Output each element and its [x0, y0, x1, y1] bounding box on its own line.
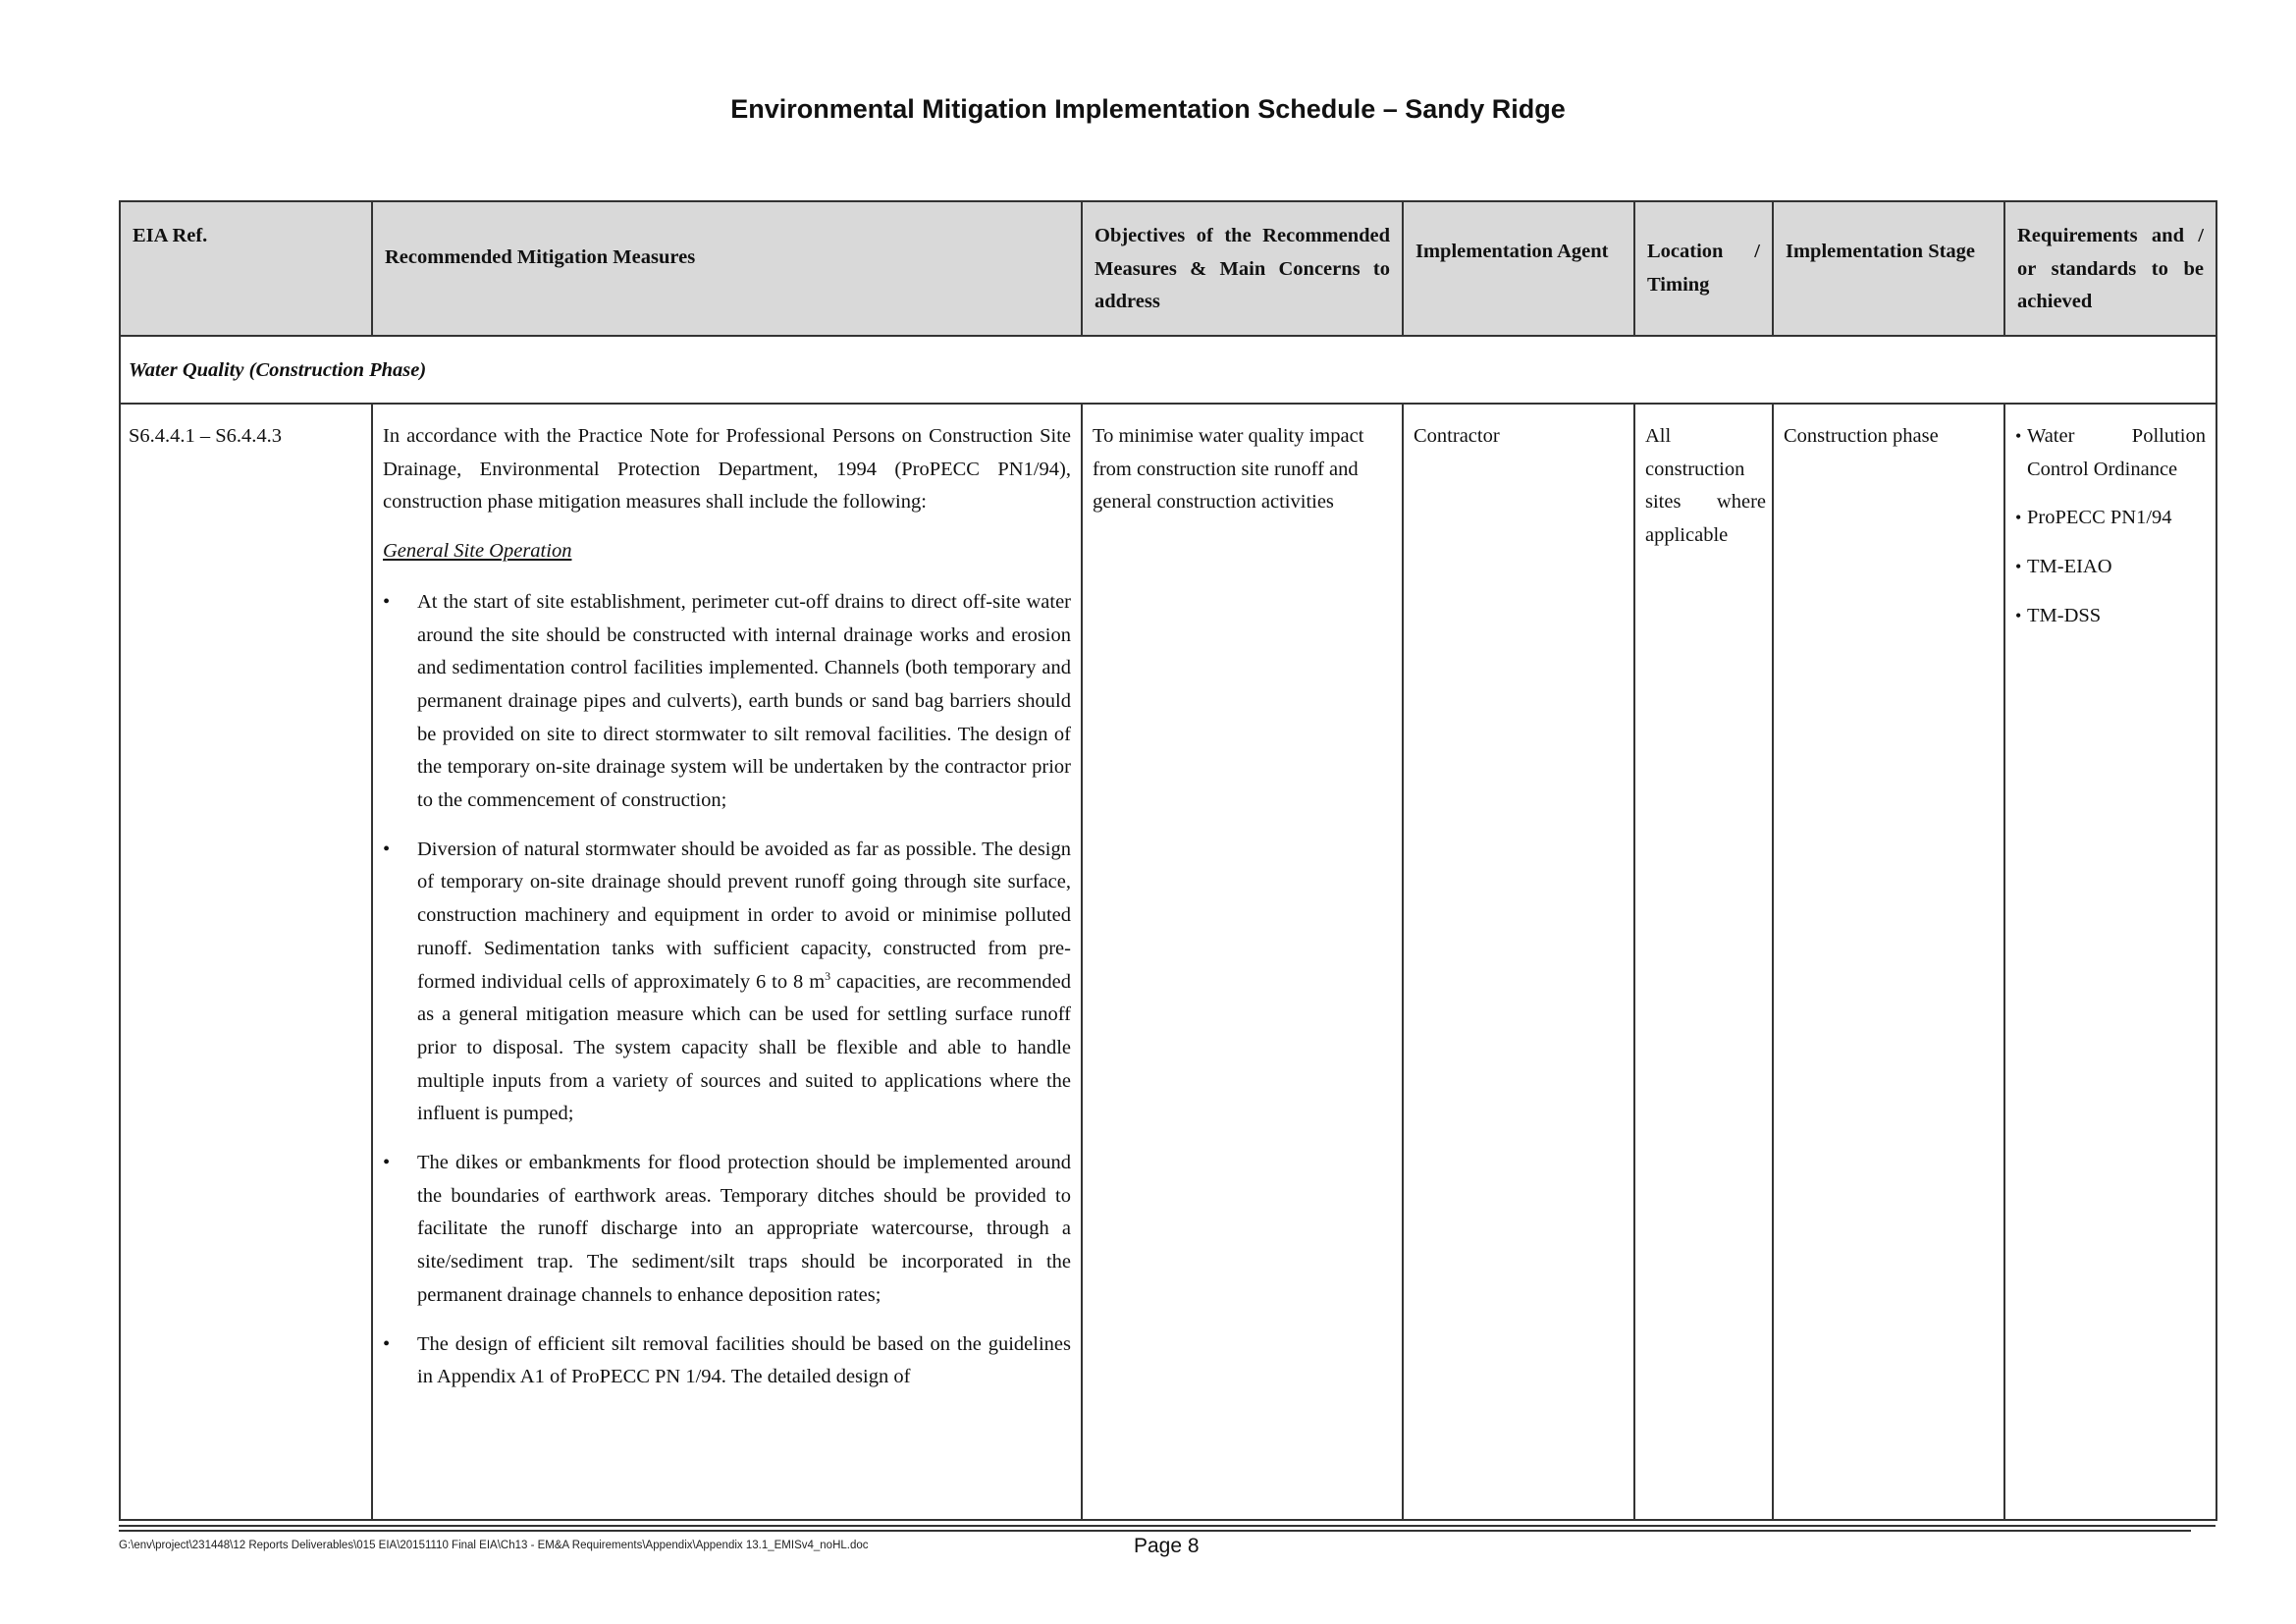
list-item-text: The design of efficient silt removal facilities should be based on the guidelines in Appendix A1 of ProPECC PN 1/94. The detailed design of — [417, 1332, 1071, 1388]
list-item-text: The dikes or embankments for flood protection should be implemented around the boundaries of earthwork areas. Temporary ditches should be provided to facilitate the runoff discharge into an appropriate watercourse, through a site/sediment trap. The sediment/silt traps should be incorporated in the permanent drainage channels to enhance deposition rates; — [417, 1152, 1071, 1306]
list-item — [2015, 502, 2206, 535]
requirement-text: ProPECC PN1/94 — [2027, 507, 2172, 529]
list-item — [383, 1147, 1071, 1313]
requirement-text: TM-DSS — [2027, 604, 2102, 626]
list-item-text: At the start of site establishment, perimeter cut-off drains to direct off-site water around the site should be constructed with internal drainage works and erosion and sedimentation control facilities implemented. Channels (both temporary and permanent drainage pipes and culverts), earth bunds or sand bag barriers should be provided on site to direct stormwater to silt removal facilities. The design of the temporary on-site drainage system will be undertaken by the contractor prior to the commencement of construction; — [417, 590, 1071, 812]
cell-objectives: To minimise water quality impact from construction site runoff and general construction activities — [1082, 404, 1403, 1520]
bullet-icon: • — [2015, 557, 2022, 577]
list-item — [2015, 600, 2206, 633]
list-item — [2015, 420, 2206, 486]
header-objectives: Objectives of the Recommended Measures & Main Concerns to address — [1082, 201, 1403, 336]
bullet2-text-part2: capacities, are recommended as a general mitigation measure which can be used for settling surface runoff prior to disposal. The system capacity shall be flexible and able to handle multiple inputs from a variety of sources and suited to applications where the influent is pumped; — [417, 970, 1071, 1125]
list-item — [383, 586, 1071, 818]
footer-rule — [119, 1530, 2191, 1532]
bullet-icon: • — [383, 1332, 391, 1355]
bullet-icon: • — [383, 590, 391, 613]
footer-file-path: G:\env\project\231448\12 Reports Deliverables\015 EIA\20151110 Final EIA\Ch13 - EM&A Requirements\Appendix\Appendix 13.1_EMISv4_noHL.doc — [119, 1540, 869, 1551]
measures-intro: In accordance with the Practice Note for Professional Persons on Construction Site Drainage, Environmental Protection Department, 1994 (ProPECC PN1/94), construction phase mitigation measures shall include the following: — [383, 425, 1071, 514]
measures-list — [383, 586, 1071, 1394]
list-item — [2015, 551, 2206, 584]
bullet-icon: • — [2015, 508, 2022, 528]
header-requirements: Requirements and / or standards to be achieved — [2004, 201, 2216, 336]
header-agent: Implementation Agent — [1403, 201, 1634, 336]
cell-location: All construction sites where applicable — [1634, 404, 1773, 1520]
header-measures: Recommended Mitigation Measures — [372, 201, 1082, 336]
header-eia-ref: EIA Ref. — [120, 201, 372, 336]
cell-stage: Construction phase — [1773, 404, 2004, 1520]
sub-heading-general-site-operation: General Site Operation — [383, 540, 572, 563]
requirements-list — [2015, 420, 2206, 633]
table-bottom-rule — [119, 1525, 2216, 1527]
section-title: Water Quality (Construction Phase) — [120, 336, 2216, 404]
bullet2-text-part1: Diversion of natural stormwater should be avoided as far as possible. The design of temporary on-site drainage should prevent runoff going through site surface, construction machinery and equipment in order to avoid or minimise polluted runoff. Sedimentation tanks with sufficient capacity, constructed from pre-formed individual cells of approximately 6 to 8 m — [417, 838, 1071, 993]
page-title: Environmental Mitigation Implementation Schedule – Sandy Ridge — [730, 94, 1566, 124]
list-item — [383, 1328, 1071, 1394]
cell-agent: Contractor — [1403, 404, 1634, 1520]
requirement-text: Water Pollution Control Ordinance — [2027, 425, 2206, 480]
header-stage: Implementation Stage — [1773, 201, 2004, 336]
list-item-text — [417, 839, 1071, 1125]
header-location: Location / Timing — [1634, 201, 1773, 336]
section-row — [120, 336, 2216, 404]
cell-eia-ref: S6.4.4.1 – S6.4.4.3 — [120, 404, 372, 1520]
bullet-icon: • — [2015, 605, 2022, 625]
bullet-icon: • — [383, 1152, 391, 1174]
header-row — [120, 201, 2216, 336]
requirement-text: TM-EIAO — [2027, 556, 2112, 578]
bullet-icon: • — [2015, 426, 2022, 446]
mitigation-schedule-table — [119, 200, 2217, 1521]
cell-requirements — [2004, 404, 2216, 1520]
table-row — [120, 404, 2216, 1520]
list-item — [383, 834, 1071, 1131]
bullet2-superscript: 3 — [825, 968, 831, 983]
page-number: Page 8 — [1134, 1535, 1200, 1557]
bullet-icon: • — [383, 838, 391, 860]
cell-measures — [372, 404, 1082, 1520]
